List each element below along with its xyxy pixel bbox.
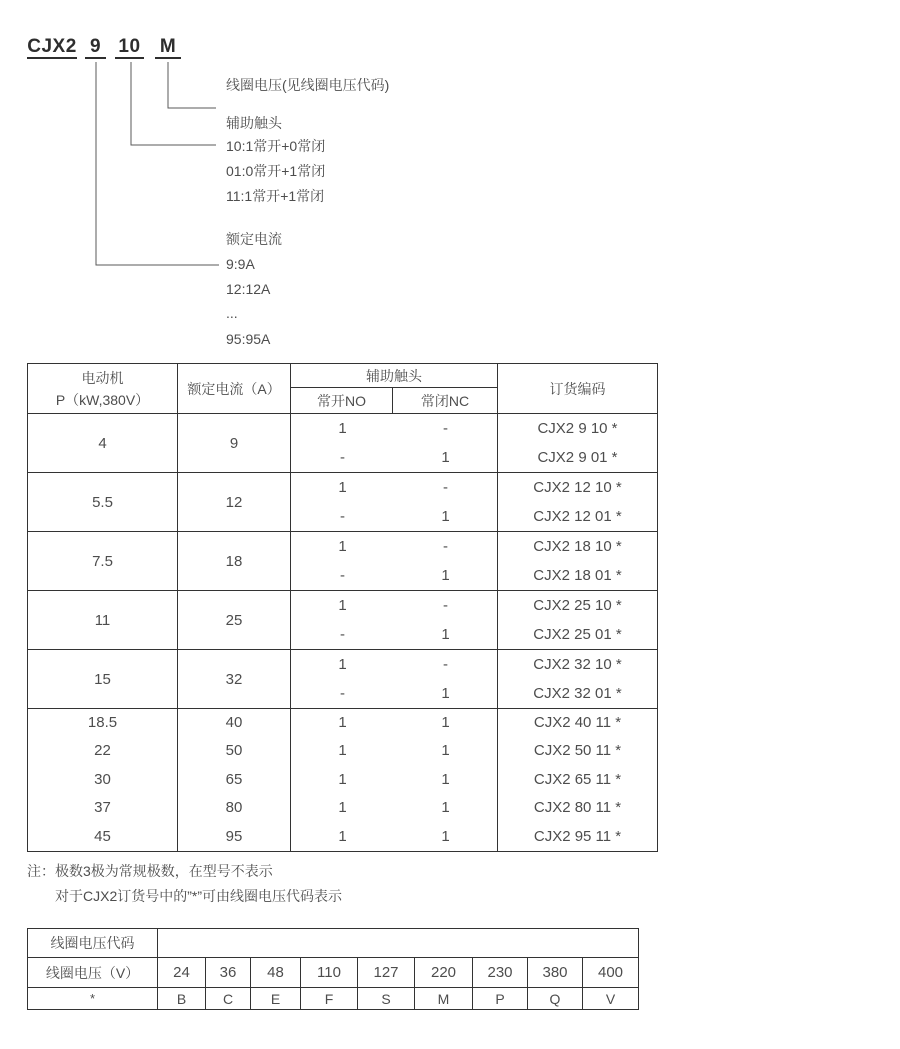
voltage-value: 230: [473, 958, 528, 988]
aux-item: 10:1常开+0常闭: [226, 138, 326, 154]
table-row: [28, 958, 639, 988]
order-code: CJX2 25 10 *: [533, 597, 622, 614]
rated-current-cell: [178, 709, 291, 852]
voltage-value: 24: [158, 958, 206, 988]
nc-value: 1: [441, 770, 450, 788]
header-rated-current: 额定电流（A）: [178, 364, 291, 414]
aux-contacts-cell: [291, 709, 498, 852]
motor-power-cell: [28, 709, 178, 852]
code-value: P: [473, 988, 528, 1010]
notes: [27, 863, 342, 905]
order-code: CJX2 80 11 *: [533, 799, 622, 817]
nc-value: 1: [441, 742, 450, 760]
voltage-value: 220: [415, 958, 473, 988]
nc-value: 1: [441, 567, 450, 584]
aux-contacts-header: 辅助触头: [226, 115, 282, 131]
motor-power-cell: 4: [28, 414, 178, 473]
order-code: CJX2 18 10 *: [533, 538, 622, 555]
nc-value: 1: [441, 685, 450, 702]
order-code-cell: [498, 473, 658, 532]
header-motor-line2: P（kW,380V）: [55, 391, 150, 408]
rated-current: 65: [225, 770, 243, 788]
nc-value: 1: [441, 827, 450, 845]
table-row: [28, 988, 639, 1010]
order-code: CJX2 25 01 *: [533, 626, 622, 643]
motor-power-cell: 5.5: [28, 473, 178, 532]
coil-voltage-label-cell: 线圈电压（V）: [28, 958, 158, 988]
aux-contacts-cell: [291, 473, 498, 532]
rated-current: 95: [225, 827, 243, 845]
code-part-aux: 10: [115, 36, 144, 59]
no-value: -: [340, 449, 345, 466]
current-item: ...: [226, 305, 238, 321]
header-aux-contacts: 辅助触头: [291, 364, 498, 388]
coil-code-title-cell: 线圈电压代码: [28, 929, 158, 958]
motor-power-cell: 11: [28, 591, 178, 650]
header-motor: [28, 364, 178, 414]
table-row: [28, 473, 658, 532]
rated-current-cell: 12: [178, 473, 291, 532]
motor-power: 37: [94, 799, 111, 817]
order-code: CJX2 65 11 *: [533, 770, 622, 788]
note-line: 对于CJX2订货号中的”*”可由线圈电压代码表示: [55, 888, 343, 904]
aux-item: 01:0常开+1常闭: [226, 163, 326, 179]
order-code: CJX2 32 01 *: [533, 685, 622, 702]
no-value: 1: [338, 597, 347, 614]
rated-current-cell: 25: [178, 591, 291, 650]
order-code: CJX2 40 11 *: [533, 714, 622, 731]
table-row: [28, 532, 658, 591]
star-label-cell: *: [28, 988, 158, 1010]
order-code: CJX2 9 01 *: [537, 449, 618, 466]
voltage-value: 110: [301, 958, 358, 988]
nc-value: -: [443, 656, 448, 673]
voltage-value: 400: [583, 958, 639, 988]
nc-value: 1: [441, 449, 450, 466]
order-code-cell: [498, 709, 658, 852]
header-nc: 常闭NC: [393, 388, 498, 414]
aux-contacts-cell: [291, 591, 498, 650]
order-code: CJX2 12 01 *: [533, 508, 622, 525]
aux-contacts-cell: [291, 532, 498, 591]
note-line: 注：极数3极为常规极数，在型号不表示: [27, 863, 273, 879]
rated-current-cell: 9: [178, 414, 291, 473]
nc-value: -: [443, 420, 448, 437]
code-value: V: [583, 988, 639, 1010]
code-value: B: [158, 988, 206, 1010]
aux-contacts-cell: [291, 650, 498, 709]
no-value: -: [340, 567, 345, 584]
motor-power: 45: [94, 827, 111, 845]
header-motor-line1: 电动机: [81, 369, 124, 386]
nc-value: 1: [441, 626, 450, 643]
no-value: 1: [338, 656, 347, 673]
no-value: -: [340, 685, 345, 702]
order-code: CJX2 12 10 *: [533, 479, 622, 496]
coil-voltage-table: [27, 928, 639, 1010]
order-code: CJX2 50 11 *: [533, 742, 622, 760]
no-value: -: [340, 626, 345, 643]
aux-contacts-cell: [291, 414, 498, 473]
header-no: 常开NO: [291, 388, 393, 414]
order-code: CJX2 95 11 *: [533, 827, 622, 845]
rated-current-cell: 18: [178, 532, 291, 591]
code-part-series: CJX2: [27, 36, 77, 57]
no-value: 1: [338, 714, 347, 731]
table-row: [28, 709, 658, 852]
nc-value: -: [443, 479, 448, 496]
motor-power: 22: [94, 742, 111, 760]
code-value: M: [415, 988, 473, 1010]
nc-value: 1: [441, 714, 450, 731]
voltage-value: 380: [528, 958, 583, 988]
code-part-voltage: M: [155, 36, 181, 59]
current-item: 9:9A: [226, 256, 255, 272]
voltage-value: 36: [206, 958, 251, 988]
motor-power-cell: 7.5: [28, 532, 178, 591]
rated-current: 50: [225, 742, 243, 760]
code-value: Q: [528, 988, 583, 1010]
rated-current-header: 额定电流: [226, 231, 282, 247]
order-code: CJX2 32 10 *: [533, 656, 622, 673]
no-value: 1: [338, 770, 347, 788]
order-code-cell: [498, 532, 658, 591]
code-value: F: [301, 988, 358, 1010]
current-item: 95:95A: [226, 331, 271, 347]
no-value: 1: [338, 742, 347, 760]
voltage-value: 127: [358, 958, 415, 988]
current-item: 12:12A: [226, 281, 271, 297]
nc-value: 1: [441, 799, 450, 817]
aux-item: 11:1常开+1常闭: [226, 188, 325, 204]
rated-current: 80: [225, 799, 243, 817]
code-value: S: [358, 988, 415, 1010]
no-value: -: [340, 508, 345, 525]
no-value: 1: [338, 420, 347, 437]
motor-power-cell: 15: [28, 650, 178, 709]
order-code-cell: [498, 414, 658, 473]
order-code: CJX2 18 01 *: [533, 567, 622, 584]
order-code: CJX2 9 10 *: [537, 420, 618, 437]
nc-value: -: [443, 538, 448, 555]
spec-table: [27, 363, 658, 852]
table-row: [28, 650, 658, 709]
table-row: [28, 929, 639, 958]
coil-voltage-label: 线圈电压(见线圈电压代码): [226, 77, 390, 93]
nc-value: 1: [441, 508, 450, 525]
voltage-value: 48: [251, 958, 301, 988]
no-value: 1: [338, 799, 347, 817]
table-row: [28, 414, 658, 473]
no-value: 1: [338, 479, 347, 496]
rated-current: 40: [225, 714, 243, 731]
rated-current-cell: 32: [178, 650, 291, 709]
nc-value: -: [443, 597, 448, 614]
motor-power: 18.5: [87, 714, 118, 731]
order-code-cell: [498, 591, 658, 650]
code-value: C: [206, 988, 251, 1010]
order-code-cell: [498, 650, 658, 709]
coil-code-title-spacer: [158, 929, 639, 958]
motor-power: 30: [94, 770, 111, 788]
code-value: E: [251, 988, 301, 1010]
table-row: [28, 591, 658, 650]
header-order-code: 订货编码: [498, 364, 658, 414]
no-value: 1: [338, 538, 347, 555]
code-part-current: 9: [85, 36, 106, 59]
no-value: 1: [338, 827, 347, 845]
